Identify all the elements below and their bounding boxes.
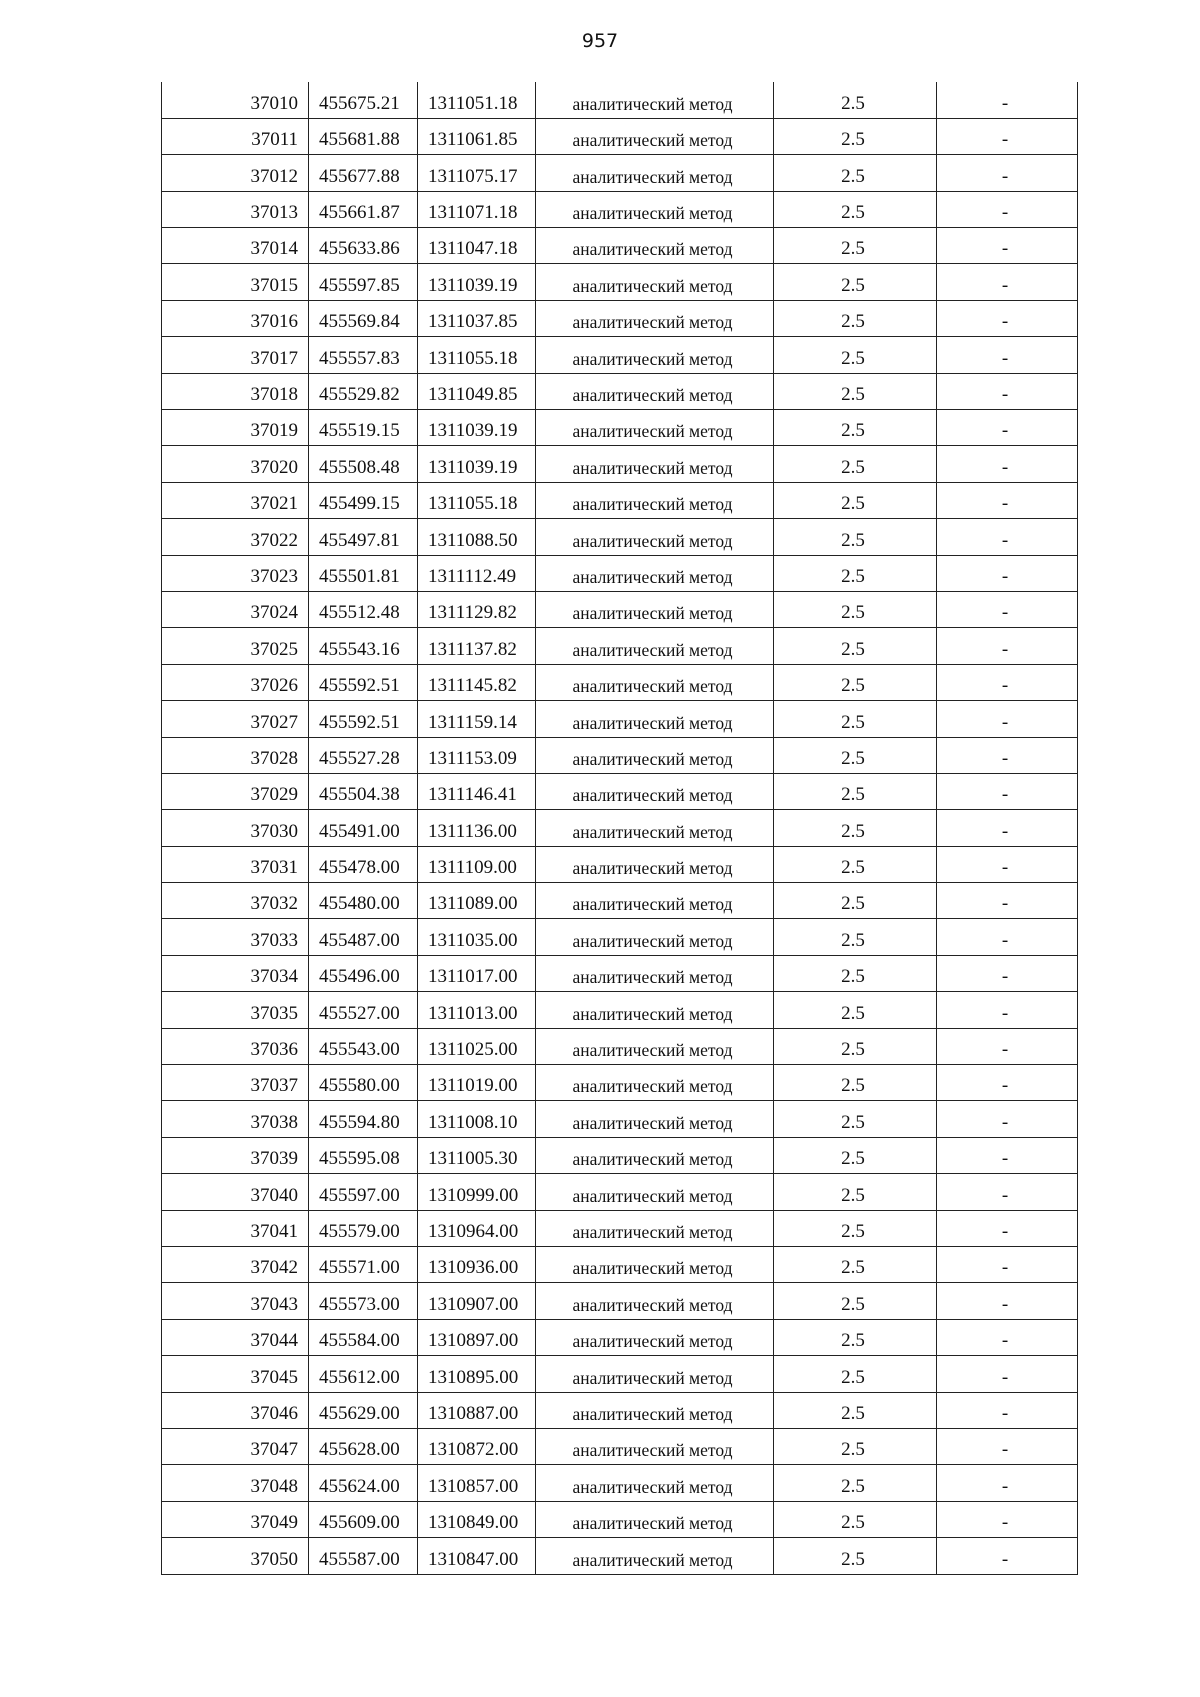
table-row <box>162 300 1078 336</box>
x-coordinate-cell: 455597.85 <box>309 264 418 300</box>
note-cell: - <box>937 1465 1078 1501</box>
table-row <box>162 628 1078 664</box>
accuracy-cell: 2.5 <box>774 992 937 1028</box>
x-coordinate-cell: 455594.80 <box>309 1101 418 1137</box>
table-row <box>162 373 1078 409</box>
table-row <box>162 82 1078 118</box>
table-row <box>162 1028 1078 1064</box>
accuracy-cell: 2.5 <box>774 228 937 264</box>
note-cell: - <box>937 591 1078 627</box>
table-row <box>162 919 1078 955</box>
y-coordinate-cell: 1311025.00 <box>418 1028 536 1064</box>
accuracy-cell: 2.5 <box>774 519 937 555</box>
point-number-cell: 37027 <box>162 701 309 737</box>
table-row <box>162 410 1078 446</box>
method-cell: аналитический метод <box>536 1319 774 1355</box>
point-number-cell: 37036 <box>162 1028 309 1064</box>
method-cell: аналитический метод <box>536 1065 774 1101</box>
x-coordinate-cell: 455480.00 <box>309 883 418 919</box>
method-cell: аналитический метод <box>536 1247 774 1283</box>
point-number-cell: 37037 <box>162 1065 309 1101</box>
note-cell: - <box>937 628 1078 664</box>
accuracy-cell: 2.5 <box>774 337 937 373</box>
y-coordinate-cell: 1311089.00 <box>418 883 536 919</box>
accuracy-cell: 2.5 <box>774 664 937 700</box>
y-coordinate-cell: 1311112.49 <box>418 555 536 591</box>
method-cell: аналитический метод <box>536 1174 774 1210</box>
accuracy-cell: 2.5 <box>774 1356 937 1392</box>
x-coordinate-cell: 455478.00 <box>309 846 418 882</box>
y-coordinate-cell: 1310964.00 <box>418 1210 536 1246</box>
y-coordinate-cell: 1311145.82 <box>418 664 536 700</box>
x-coordinate-cell: 455681.88 <box>309 118 418 154</box>
point-number-cell: 37017 <box>162 337 309 373</box>
accuracy-cell: 2.5 <box>774 1501 937 1537</box>
point-number-cell: 37016 <box>162 300 309 336</box>
point-number-cell: 37049 <box>162 1501 309 1537</box>
method-cell: аналитический метод <box>536 82 774 118</box>
x-coordinate-cell: 455497.81 <box>309 519 418 555</box>
table-row <box>162 846 1078 882</box>
x-coordinate-cell: 455527.28 <box>309 737 418 773</box>
x-coordinate-cell: 455499.15 <box>309 482 418 518</box>
y-coordinate-cell: 1311047.18 <box>418 228 536 264</box>
accuracy-cell: 2.5 <box>774 555 937 591</box>
point-number-cell: 37050 <box>162 1538 309 1574</box>
point-number-cell: 37030 <box>162 810 309 846</box>
method-cell: аналитический метод <box>536 992 774 1028</box>
y-coordinate-cell: 1310887.00 <box>418 1392 536 1428</box>
accuracy-cell: 2.5 <box>774 1392 937 1428</box>
point-number-cell: 37014 <box>162 228 309 264</box>
x-coordinate-cell: 455573.00 <box>309 1283 418 1319</box>
point-number-cell: 37018 <box>162 373 309 409</box>
method-cell: аналитический метод <box>536 664 774 700</box>
note-cell: - <box>937 664 1078 700</box>
table-row <box>162 1101 1078 1137</box>
x-coordinate-cell: 455557.83 <box>309 337 418 373</box>
page-number: 957 <box>581 30 619 52</box>
note-cell: - <box>937 1392 1078 1428</box>
x-coordinate-cell: 455612.00 <box>309 1356 418 1392</box>
y-coordinate-cell: 1311055.18 <box>418 337 536 373</box>
coordinates-table-body <box>162 82 1078 1574</box>
table-row <box>162 810 1078 846</box>
table-row <box>162 1319 1078 1355</box>
note-cell: - <box>937 1028 1078 1064</box>
note-cell: - <box>937 519 1078 555</box>
method-cell: аналитический метод <box>536 1101 774 1137</box>
y-coordinate-cell: 1310936.00 <box>418 1247 536 1283</box>
point-number-cell: 37047 <box>162 1428 309 1464</box>
method-cell: аналитический метод <box>536 1028 774 1064</box>
note-cell: - <box>937 1356 1078 1392</box>
point-number-cell: 37011 <box>162 118 309 154</box>
note-cell: - <box>937 1137 1078 1173</box>
method-cell: аналитический метод <box>536 1210 774 1246</box>
point-number-cell: 37042 <box>162 1247 309 1283</box>
point-number-cell: 37046 <box>162 1392 309 1428</box>
y-coordinate-cell: 1310895.00 <box>418 1356 536 1392</box>
note-cell: - <box>937 82 1078 118</box>
note-cell: - <box>937 337 1078 373</box>
x-coordinate-cell: 455677.88 <box>309 155 418 191</box>
point-number-cell: 37024 <box>162 591 309 627</box>
x-coordinate-cell: 455512.48 <box>309 591 418 627</box>
x-coordinate-cell: 455584.00 <box>309 1319 418 1355</box>
point-number-cell: 37045 <box>162 1356 309 1392</box>
method-cell: аналитический метод <box>536 373 774 409</box>
accuracy-cell: 2.5 <box>774 1065 937 1101</box>
table-row <box>162 228 1078 264</box>
method-cell: аналитический метод <box>536 1392 774 1428</box>
accuracy-cell: 2.5 <box>774 883 937 919</box>
table-row <box>162 1392 1078 1428</box>
y-coordinate-cell: 1311061.85 <box>418 118 536 154</box>
table-row <box>162 664 1078 700</box>
x-coordinate-cell: 455592.51 <box>309 701 418 737</box>
table-row <box>162 992 1078 1028</box>
method-cell: аналитический метод <box>536 300 774 336</box>
x-coordinate-cell: 455587.00 <box>309 1538 418 1574</box>
note-cell: - <box>937 1247 1078 1283</box>
method-cell: аналитический метод <box>536 118 774 154</box>
note-cell: - <box>937 264 1078 300</box>
x-coordinate-cell: 455597.00 <box>309 1174 418 1210</box>
x-coordinate-cell: 455628.00 <box>309 1428 418 1464</box>
point-number-cell: 37020 <box>162 446 309 482</box>
accuracy-cell: 2.5 <box>774 155 937 191</box>
point-number-cell: 37039 <box>162 1137 309 1173</box>
note-cell: - <box>937 373 1078 409</box>
y-coordinate-cell: 1310857.00 <box>418 1465 536 1501</box>
note-cell: - <box>937 955 1078 991</box>
table-row <box>162 955 1078 991</box>
accuracy-cell: 2.5 <box>774 373 937 409</box>
method-cell: аналитический метод <box>536 555 774 591</box>
table-row <box>162 337 1078 373</box>
method-cell: аналитический метод <box>536 628 774 664</box>
table-row <box>162 519 1078 555</box>
x-coordinate-cell: 455527.00 <box>309 992 418 1028</box>
point-number-cell: 37038 <box>162 1101 309 1137</box>
table-row <box>162 1428 1078 1464</box>
table-row <box>162 1538 1078 1574</box>
x-coordinate-cell: 455529.82 <box>309 373 418 409</box>
method-cell: аналитический метод <box>536 773 774 809</box>
y-coordinate-cell: 1311055.18 <box>418 482 536 518</box>
note-cell: - <box>937 555 1078 591</box>
note-cell: - <box>937 1283 1078 1319</box>
accuracy-cell: 2.5 <box>774 410 937 446</box>
method-cell: аналитический метод <box>536 1501 774 1537</box>
point-number-cell: 37043 <box>162 1283 309 1319</box>
table-row <box>162 555 1078 591</box>
note-cell: - <box>937 191 1078 227</box>
method-cell: аналитический метод <box>536 810 774 846</box>
note-cell: - <box>937 773 1078 809</box>
accuracy-cell: 2.5 <box>774 628 937 664</box>
accuracy-cell: 2.5 <box>774 82 937 118</box>
table-row <box>162 737 1078 773</box>
note-cell: - <box>937 228 1078 264</box>
method-cell: аналитический метод <box>536 155 774 191</box>
x-coordinate-cell: 455543.00 <box>309 1028 418 1064</box>
accuracy-cell: 2.5 <box>774 118 937 154</box>
x-coordinate-cell: 455543.16 <box>309 628 418 664</box>
point-number-cell: 37048 <box>162 1465 309 1501</box>
point-number-cell: 37032 <box>162 883 309 919</box>
note-cell: - <box>937 1210 1078 1246</box>
point-number-cell: 37010 <box>162 82 309 118</box>
table-row <box>162 1356 1078 1392</box>
table-row <box>162 1137 1078 1173</box>
table-row <box>162 1174 1078 1210</box>
accuracy-cell: 2.5 <box>774 846 937 882</box>
accuracy-cell: 2.5 <box>774 1428 937 1464</box>
method-cell: аналитический метод <box>536 519 774 555</box>
point-number-cell: 37021 <box>162 482 309 518</box>
accuracy-cell: 2.5 <box>774 482 937 518</box>
table-row <box>162 155 1078 191</box>
note-cell: - <box>937 992 1078 1028</box>
accuracy-cell: 2.5 <box>774 1028 937 1064</box>
y-coordinate-cell: 1311159.14 <box>418 701 536 737</box>
x-coordinate-cell: 455504.38 <box>309 773 418 809</box>
table-row <box>162 446 1078 482</box>
accuracy-cell: 2.5 <box>774 591 937 627</box>
table-row <box>162 701 1078 737</box>
point-number-cell: 37034 <box>162 955 309 991</box>
note-cell: - <box>937 1538 1078 1574</box>
method-cell: аналитический метод <box>536 446 774 482</box>
table-row <box>162 591 1078 627</box>
accuracy-cell: 2.5 <box>774 446 937 482</box>
method-cell: аналитический метод <box>536 1428 774 1464</box>
note-cell: - <box>937 1501 1078 1537</box>
table-row <box>162 1247 1078 1283</box>
method-cell: аналитический метод <box>536 1356 774 1392</box>
x-coordinate-cell: 455487.00 <box>309 919 418 955</box>
note-cell: - <box>937 155 1078 191</box>
point-number-cell: 37028 <box>162 737 309 773</box>
table-row <box>162 883 1078 919</box>
accuracy-cell: 2.5 <box>774 701 937 737</box>
method-cell: аналитический метод <box>536 264 774 300</box>
y-coordinate-cell: 1311013.00 <box>418 992 536 1028</box>
y-coordinate-cell: 1311109.00 <box>418 846 536 882</box>
y-coordinate-cell: 1311071.18 <box>418 191 536 227</box>
note-cell: - <box>937 410 1078 446</box>
accuracy-cell: 2.5 <box>774 737 937 773</box>
y-coordinate-cell: 1311039.19 <box>418 410 536 446</box>
y-coordinate-cell: 1311008.10 <box>418 1101 536 1137</box>
method-cell: аналитический метод <box>536 955 774 991</box>
table-row <box>162 1465 1078 1501</box>
point-number-cell: 37041 <box>162 1210 309 1246</box>
method-cell: аналитический метод <box>536 1283 774 1319</box>
y-coordinate-cell: 1310847.00 <box>418 1538 536 1574</box>
point-number-cell: 37019 <box>162 410 309 446</box>
note-cell: - <box>937 446 1078 482</box>
method-cell: аналитический метод <box>536 883 774 919</box>
note-cell: - <box>937 482 1078 518</box>
method-cell: аналитический метод <box>536 701 774 737</box>
accuracy-cell: 2.5 <box>774 191 937 227</box>
note-cell: - <box>937 919 1078 955</box>
x-coordinate-cell: 455633.86 <box>309 228 418 264</box>
accuracy-cell: 2.5 <box>774 1538 937 1574</box>
x-coordinate-cell: 455580.00 <box>309 1065 418 1101</box>
accuracy-cell: 2.5 <box>774 1174 937 1210</box>
note-cell: - <box>937 1174 1078 1210</box>
method-cell: аналитический метод <box>536 228 774 264</box>
point-number-cell: 37033 <box>162 919 309 955</box>
y-coordinate-cell: 1310897.00 <box>418 1319 536 1355</box>
y-coordinate-cell: 1311153.09 <box>418 737 536 773</box>
point-number-cell: 37026 <box>162 664 309 700</box>
y-coordinate-cell: 1311129.82 <box>418 591 536 627</box>
y-coordinate-cell: 1311088.50 <box>418 519 536 555</box>
point-number-cell: 37013 <box>162 191 309 227</box>
accuracy-cell: 2.5 <box>774 1210 937 1246</box>
method-cell: аналитический метод <box>536 410 774 446</box>
accuracy-cell: 2.5 <box>774 264 937 300</box>
y-coordinate-cell: 1311075.17 <box>418 155 536 191</box>
y-coordinate-cell: 1311049.85 <box>418 373 536 409</box>
x-coordinate-cell: 455675.21 <box>309 82 418 118</box>
point-number-cell: 37035 <box>162 992 309 1028</box>
table-row <box>162 1283 1078 1319</box>
point-number-cell: 37025 <box>162 628 309 664</box>
x-coordinate-cell: 455508.48 <box>309 446 418 482</box>
note-cell: - <box>937 118 1078 154</box>
note-cell: - <box>937 300 1078 336</box>
x-coordinate-cell: 455501.81 <box>309 555 418 591</box>
note-cell: - <box>937 701 1078 737</box>
method-cell: аналитический метод <box>536 1465 774 1501</box>
x-coordinate-cell: 455661.87 <box>309 191 418 227</box>
y-coordinate-cell: 1311137.82 <box>418 628 536 664</box>
coordinates-table <box>161 82 1078 1575</box>
point-number-cell: 37012 <box>162 155 309 191</box>
y-coordinate-cell: 1310999.00 <box>418 1174 536 1210</box>
method-cell: аналитический метод <box>536 591 774 627</box>
y-coordinate-cell: 1311051.18 <box>418 82 536 118</box>
x-coordinate-cell: 455571.00 <box>309 1247 418 1283</box>
method-cell: аналитический метод <box>536 337 774 373</box>
table-row <box>162 191 1078 227</box>
accuracy-cell: 2.5 <box>774 1101 937 1137</box>
note-cell: - <box>937 1065 1078 1101</box>
y-coordinate-cell: 1311146.41 <box>418 773 536 809</box>
x-coordinate-cell: 455519.15 <box>309 410 418 446</box>
y-coordinate-cell: 1311037.85 <box>418 300 536 336</box>
point-number-cell: 37022 <box>162 519 309 555</box>
y-coordinate-cell: 1311017.00 <box>418 955 536 991</box>
accuracy-cell: 2.5 <box>774 1137 937 1173</box>
x-coordinate-cell: 455609.00 <box>309 1501 418 1537</box>
x-coordinate-cell: 455595.08 <box>309 1137 418 1173</box>
method-cell: аналитический метод <box>536 1137 774 1173</box>
accuracy-cell: 2.5 <box>774 810 937 846</box>
y-coordinate-cell: 1311039.19 <box>418 446 536 482</box>
method-cell: аналитический метод <box>536 737 774 773</box>
note-cell: - <box>937 1319 1078 1355</box>
y-coordinate-cell: 1311005.30 <box>418 1137 536 1173</box>
x-coordinate-cell: 455569.84 <box>309 300 418 336</box>
point-number-cell: 37040 <box>162 1174 309 1210</box>
method-cell: аналитический метод <box>536 191 774 227</box>
x-coordinate-cell: 455592.51 <box>309 664 418 700</box>
accuracy-cell: 2.5 <box>774 919 937 955</box>
x-coordinate-cell: 455629.00 <box>309 1392 418 1428</box>
note-cell: - <box>937 1428 1078 1464</box>
method-cell: аналитический метод <box>536 846 774 882</box>
accuracy-cell: 2.5 <box>774 1319 937 1355</box>
accuracy-cell: 2.5 <box>774 1283 937 1319</box>
note-cell: - <box>937 846 1078 882</box>
note-cell: - <box>937 883 1078 919</box>
note-cell: - <box>937 810 1078 846</box>
point-number-cell: 37029 <box>162 773 309 809</box>
method-cell: аналитический метод <box>536 919 774 955</box>
y-coordinate-cell: 1310872.00 <box>418 1428 536 1464</box>
method-cell: аналитический метод <box>536 482 774 518</box>
method-cell: аналитический метод <box>536 1538 774 1574</box>
accuracy-cell: 2.5 <box>774 773 937 809</box>
note-cell: - <box>937 737 1078 773</box>
accuracy-cell: 2.5 <box>774 955 937 991</box>
point-number-cell: 37044 <box>162 1319 309 1355</box>
table-row <box>162 1501 1078 1537</box>
accuracy-cell: 2.5 <box>774 1465 937 1501</box>
table-row <box>162 773 1078 809</box>
accuracy-cell: 2.5 <box>774 300 937 336</box>
y-coordinate-cell: 1311019.00 <box>418 1065 536 1101</box>
table-row <box>162 118 1078 154</box>
table-row <box>162 264 1078 300</box>
y-coordinate-cell: 1310849.00 <box>418 1501 536 1537</box>
note-cell: - <box>937 1101 1078 1137</box>
y-coordinate-cell: 1310907.00 <box>418 1283 536 1319</box>
x-coordinate-cell: 455491.00 <box>309 810 418 846</box>
table-row <box>162 1210 1078 1246</box>
table-row <box>162 482 1078 518</box>
x-coordinate-cell: 455579.00 <box>309 1210 418 1246</box>
point-number-cell: 37031 <box>162 846 309 882</box>
table-row <box>162 1065 1078 1101</box>
point-number-cell: 37015 <box>162 264 309 300</box>
point-number-cell: 37023 <box>162 555 309 591</box>
y-coordinate-cell: 1311035.00 <box>418 919 536 955</box>
y-coordinate-cell: 1311136.00 <box>418 810 536 846</box>
y-coordinate-cell: 1311039.19 <box>418 264 536 300</box>
x-coordinate-cell: 455624.00 <box>309 1465 418 1501</box>
accuracy-cell: 2.5 <box>774 1247 937 1283</box>
x-coordinate-cell: 455496.00 <box>309 955 418 991</box>
